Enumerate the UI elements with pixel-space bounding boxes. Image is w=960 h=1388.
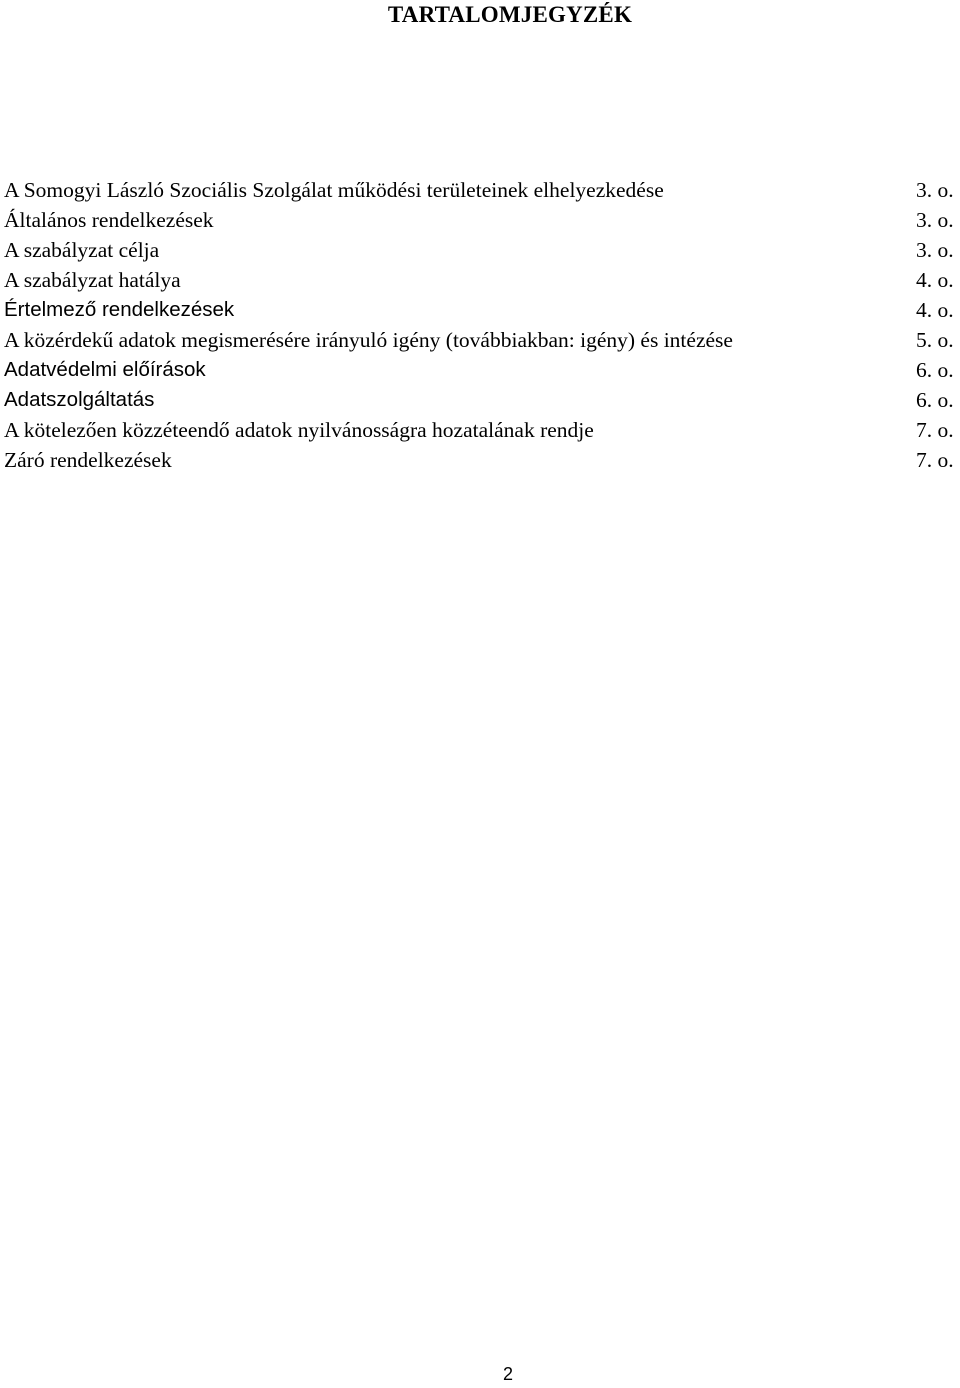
toc-entry-page: 3. o. <box>916 178 954 202</box>
page-title: TARTALOMJEGYZÉK <box>387 2 633 27</box>
toc-entry-page: 4. o. <box>916 268 954 292</box>
toc-entry-label: Általános rendelkezések <box>4 208 214 232</box>
toc-entry-label: A szabályzat célja <box>4 238 160 262</box>
toc-entry-label: A szabályzat hatálya <box>4 268 181 292</box>
toc-entry-label: Adatszolgáltatás <box>4 388 155 411</box>
toc-entry[interactable] <box>4 295 960 325</box>
toc-entry-page: 3. o. <box>916 238 954 262</box>
toc-entry-label: A Somogyi László Szociális Szolgálat működési területeinek elhelyezkedése <box>4 178 664 202</box>
toc-entry[interactable] <box>4 445 960 475</box>
toc-entry[interactable] <box>4 175 960 205</box>
toc-entry[interactable] <box>4 385 960 415</box>
toc-entry[interactable] <box>4 205 960 235</box>
toc-entry-label: Értelmező rendelkezések <box>4 298 235 321</box>
toc-entry[interactable] <box>4 355 960 385</box>
toc-entry-page: 3. o. <box>916 208 954 232</box>
toc-entry-label: Adatvédelmi előírások <box>4 358 206 381</box>
toc-entry[interactable] <box>4 265 960 295</box>
toc-entry[interactable] <box>4 325 960 355</box>
toc-entry[interactable] <box>4 415 960 445</box>
toc-entry[interactable] <box>4 235 960 265</box>
toc-entry-page: 7. o. <box>916 448 954 472</box>
page-number: 2 <box>502 1364 513 1384</box>
toc-entry-label: Záró rendelkezések <box>4 448 172 472</box>
toc-entry-page: 6. o. <box>916 388 954 412</box>
toc-entry-label: A kötelezően közzéteendő adatok nyilvánosságra hozatalának rendje <box>4 418 594 442</box>
toc-entry-page: 5. o. <box>916 328 954 352</box>
toc-entry-page: 4. o. <box>916 298 954 322</box>
toc-entry-page: 6. o. <box>916 358 954 382</box>
toc-entry-page: 7. o. <box>916 418 954 442</box>
toc-entry-label: A közérdekű adatok megismerésére irányuló igény (továbbiakban: igény) és intézése <box>4 328 733 352</box>
table-of-contents <box>4 175 960 475</box>
